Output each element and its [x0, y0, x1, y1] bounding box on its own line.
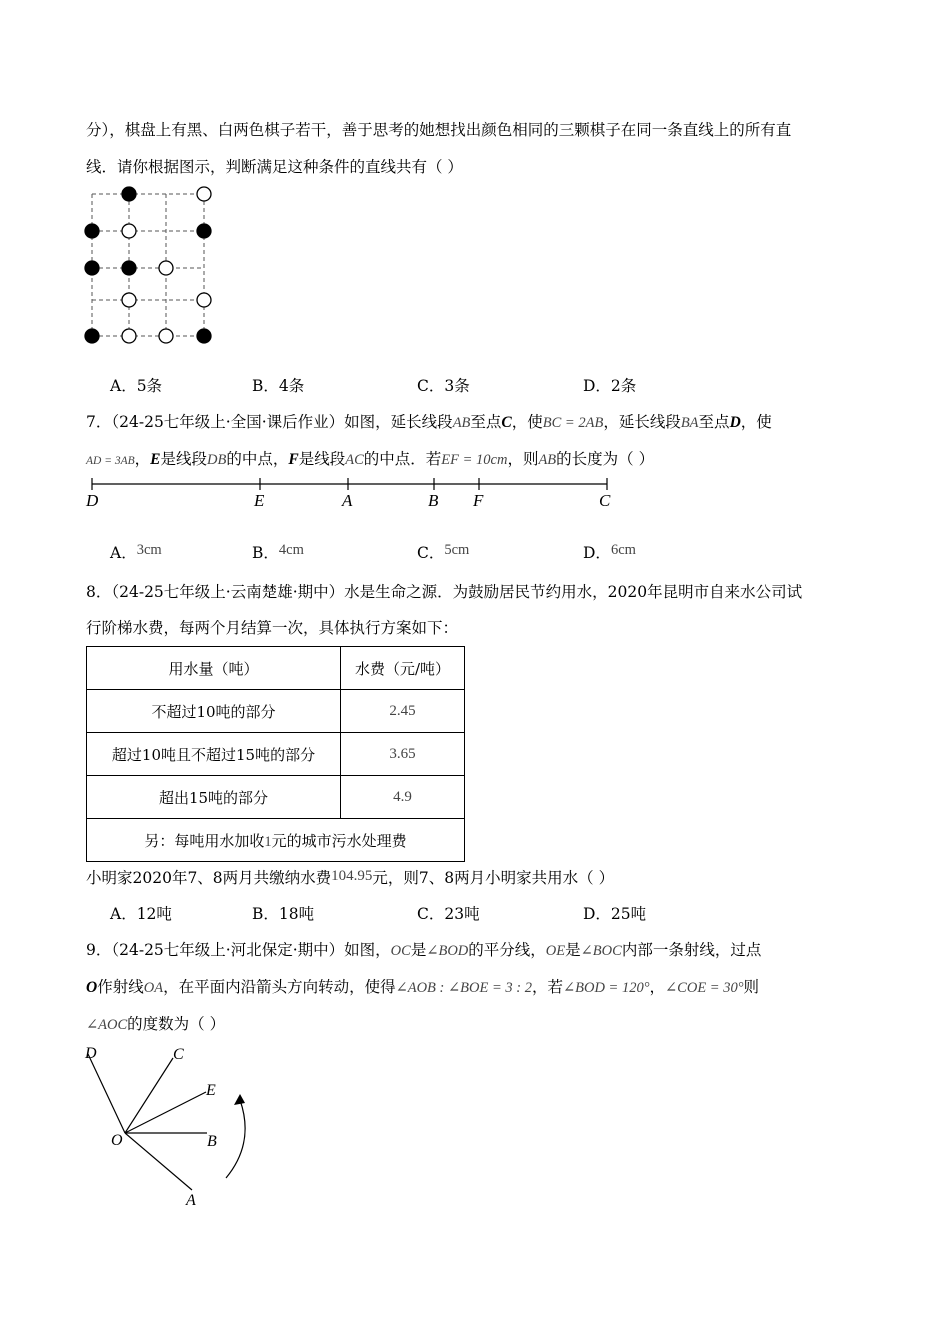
q8-line2: 行阶梯水费，每两个月结算一次，具体执行方案如下：: [86, 619, 459, 637]
seg-label-c: C: [599, 491, 611, 510]
q7-text: 至点: [470, 413, 502, 431]
table-header-row: [87, 647, 465, 690]
q9-text: 则: [743, 978, 760, 996]
q7-text: 是线段: [160, 450, 208, 468]
q7-option-c[interactable]: [417, 541, 469, 563]
math-bc: BC = 2AB: [542, 415, 604, 431]
math-ef: EF = 10cm: [441, 452, 508, 468]
math-oc: OC: [390, 943, 411, 959]
math-oe: OE: [545, 943, 566, 959]
q8-option-d[interactable]: D．25吨: [583, 905, 647, 923]
angle-label-d: D: [85, 1045, 97, 1062]
black-piece: [85, 224, 99, 238]
math-angle-bod: ∠BOD: [426, 943, 469, 959]
q8-option-c[interactable]: C．23吨: [417, 905, 480, 923]
note-text: 另：每吨用水加收: [144, 831, 265, 850]
rotation-arc: [226, 1100, 245, 1178]
q8-after-table: [86, 866, 614, 888]
q7-line2: [86, 447, 654, 469]
q7-text: ，: [134, 450, 151, 468]
arrow-head-icon: [234, 1094, 245, 1105]
white-piece: [122, 293, 136, 307]
q9-text: 作射线: [97, 978, 144, 996]
q7-text: 的中点，: [226, 450, 289, 468]
option-letter: B．: [252, 544, 279, 562]
table-row: [87, 733, 465, 776]
math-angle-boc: ∠BOC: [580, 943, 622, 959]
black-piece: [197, 224, 211, 238]
table-note-row: [87, 819, 465, 862]
table-cell: 不超过10吨的部分: [87, 690, 341, 733]
q7-text: ，使: [740, 413, 772, 431]
q8-text: 元，则7、8两月小明家共用水（ ）: [372, 869, 615, 887]
table-cell: 超出15吨的部分: [87, 776, 341, 819]
q7-option-b[interactable]: [252, 541, 304, 563]
option-letter: A．: [110, 544, 137, 562]
math-ratio: ∠AOB : ∠BOE = 3 : 2: [395, 980, 532, 996]
q9-text: 9．（24-25七年级上·河北保定·期中）如图，: [86, 941, 391, 959]
q7-line1: [86, 410, 772, 432]
table-row: [87, 690, 465, 733]
table-cell: 3.65: [341, 733, 465, 776]
math-db: DB: [207, 452, 227, 468]
ray-oc: [125, 1058, 173, 1133]
math-angle-coe-value: ∠COE = 30°: [665, 980, 744, 996]
angle-label-o: O: [111, 1132, 123, 1149]
white-piece: [197, 293, 211, 307]
option-value: 4cm: [278, 542, 304, 558]
q8-line1: 8．（24-25七年级上·云南楚雄·期中）水是生命之源．为鼓励居民节约用水，2020年昆明市自来水公司试: [86, 583, 803, 601]
angle-label-e: E: [206, 1082, 216, 1099]
table-cell: 2.45: [341, 690, 465, 733]
q6-option-b[interactable]: B．4条: [252, 377, 305, 395]
ray-od: [88, 1054, 125, 1133]
q7-text: ，延长线段: [603, 413, 681, 431]
q6-option-d[interactable]: D．2条: [583, 377, 637, 395]
math-ac: AC: [345, 452, 364, 468]
math-oa: OA: [143, 980, 164, 996]
q9-line1: [86, 938, 761, 960]
q9-text: 的平分线，: [468, 941, 546, 959]
note-text: 元的城市污水处理费: [271, 831, 407, 850]
q7-text: ，则: [507, 450, 539, 468]
note-number: 1: [264, 833, 272, 850]
option-value: 3cm: [136, 542, 162, 558]
q9-line3: [86, 1012, 225, 1034]
q9-text: ，若: [531, 978, 563, 996]
math-ad: AD = 3AB: [86, 455, 135, 467]
white-piece: [122, 329, 136, 343]
angle-label-a: A: [186, 1192, 196, 1209]
segment-figure: [80, 476, 620, 512]
q9-text: 的度数为（ ）: [127, 1015, 226, 1033]
math-ab-2: AB: [538, 452, 557, 468]
table-header: 水费（元/吨）: [341, 647, 465, 690]
math-angle-aoc: ∠AOC: [86, 1017, 128, 1033]
q9-text: ，: [649, 978, 666, 996]
q9-text: ，在平面内沿箭头方向转动，使得: [163, 978, 396, 996]
q7-text: 如图，延长线段: [344, 413, 453, 431]
water-fee-table: [86, 646, 465, 862]
q6-option-c[interactable]: C．3条: [417, 377, 470, 395]
black-piece: [122, 261, 136, 275]
math-angle-bod-value: ∠BOD = 120°: [562, 980, 650, 996]
q7-text: 的中点．若: [363, 450, 442, 468]
q8-text: 小明家2020年7、8两月共缴纳水费: [86, 869, 332, 887]
table-header: 用水量（吨）: [87, 647, 341, 690]
seg-label-b: B: [428, 491, 439, 510]
point-f: F: [288, 451, 299, 468]
q8-fee-value: 104.95: [331, 868, 373, 884]
ray-oe: [125, 1092, 206, 1133]
q9-text: 是: [410, 941, 427, 959]
table-row: [87, 776, 465, 819]
q7-text: ，使: [511, 413, 543, 431]
point-o: O: [86, 979, 98, 996]
white-piece: [122, 224, 136, 238]
option-letter: C．: [417, 544, 445, 562]
option-value: 6cm: [610, 542, 636, 558]
ray-oa: [125, 1133, 192, 1190]
q6-line1: 分），棋盘上有黑、白两色棋子若干，善于思考的她想找出颜色相同的三颗棋子在同一条直线上的所有直: [86, 121, 792, 139]
angle-label-c: C: [173, 1046, 184, 1063]
q7-option-d[interactable]: [583, 541, 636, 563]
seg-label-f: F: [473, 491, 484, 510]
table-cell: 超过10吨且不超过15吨的部分: [87, 733, 341, 776]
board-grid: [92, 194, 204, 336]
q9-line2: [86, 975, 759, 997]
point-e: E: [150, 451, 161, 468]
seg-label-a: A: [342, 491, 353, 510]
option-value: 5cm: [444, 542, 470, 558]
table-note: [87, 819, 465, 862]
q7-option-a[interactable]: [110, 541, 162, 563]
black-piece: [85, 329, 99, 343]
q8-option-a[interactable]: A．12吨: [110, 905, 172, 923]
q7-source: （24-25七年级上·全国·课后作业）: [111, 413, 345, 431]
white-piece: [197, 187, 211, 201]
point-d: D: [729, 414, 741, 431]
angle-label-b: B: [207, 1133, 217, 1150]
seg-label-e: E: [254, 491, 265, 510]
math-ab: AB: [452, 415, 471, 431]
point-c: C: [501, 414, 512, 431]
q6-line2: 线．请你根据图示，判断满足这种条件的直线共有（ ）: [86, 158, 463, 176]
white-piece: [159, 261, 173, 275]
option-letter: D．: [583, 544, 611, 562]
chess-board-figure: [80, 182, 220, 350]
q8-option-b[interactable]: B．18吨: [252, 905, 315, 923]
q9-text: 是: [565, 941, 581, 959]
q7-text: 至点: [698, 413, 730, 431]
black-piece: [122, 187, 136, 201]
black-piece: [85, 261, 99, 275]
table-cell: 4.9: [341, 776, 465, 819]
black-piece: [197, 329, 211, 343]
seg-label-d: D: [86, 491, 99, 510]
q7-text: 是线段: [298, 450, 346, 468]
q6-option-a[interactable]: A．5条: [110, 377, 163, 395]
q9-text: 内部一条射线，过点: [621, 941, 762, 959]
q7-text: 的长度为（ ）: [556, 450, 655, 468]
q7-number: 7．: [86, 413, 112, 431]
white-piece: [159, 329, 173, 343]
angle-figure: [80, 1038, 270, 1210]
math-ba: BA: [680, 415, 699, 431]
